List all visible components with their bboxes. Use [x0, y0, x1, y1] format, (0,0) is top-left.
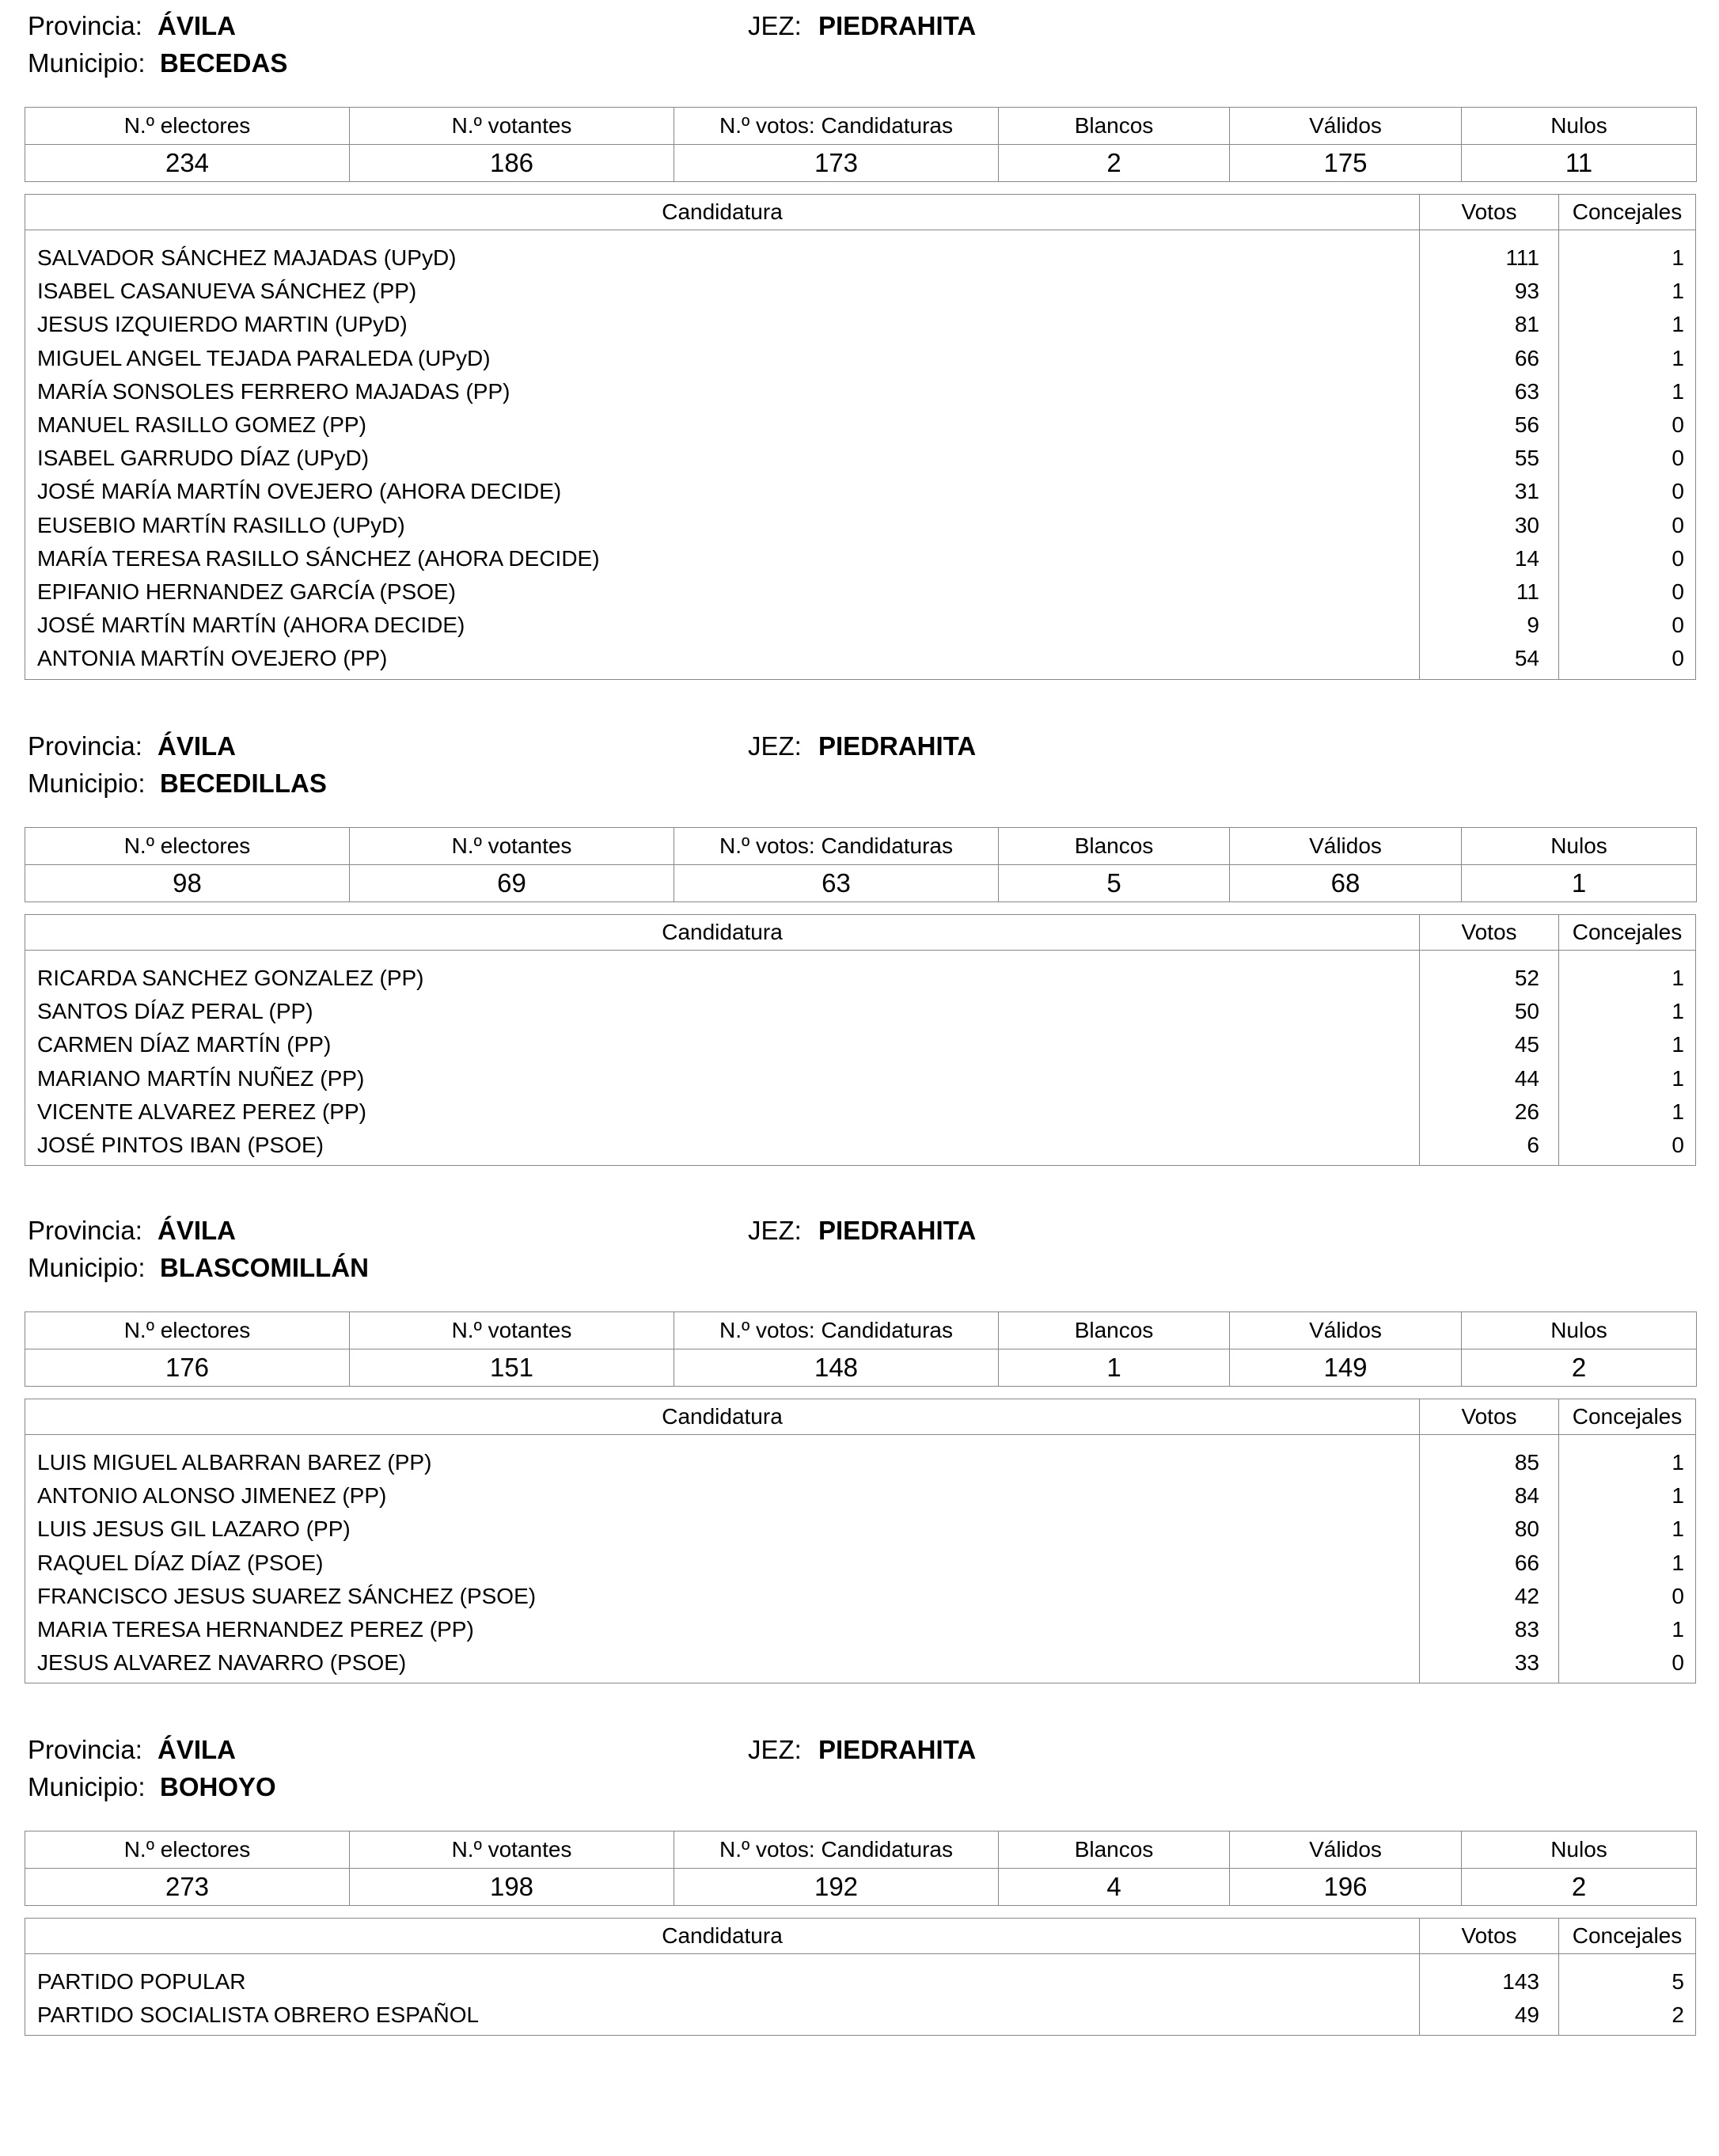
- candidate-concejales: 1: [1672, 378, 1684, 404]
- candidate-votes-column: [1420, 1435, 1559, 1683]
- summary-header-nulos: Nulos: [1462, 108, 1697, 145]
- summary-header-blancos: Blancos: [999, 108, 1230, 145]
- summary-value-votantes: 198: [350, 1869, 674, 1906]
- candidate-concejales: 1: [1672, 1516, 1684, 1542]
- candidate-concejales: 0: [1672, 446, 1684, 471]
- candidate-concejales: 2: [1672, 2002, 1684, 2028]
- summary-value-votos_cand: 173: [674, 145, 999, 182]
- candidate-votes: 50: [1514, 999, 1539, 1024]
- header-votos: Votos: [1420, 1919, 1559, 1953]
- summary-header-electores: N.º electores: [25, 828, 350, 865]
- candidate-concejales: 1: [1672, 966, 1684, 990]
- summary-header-votantes: N.º votantes: [350, 828, 674, 865]
- candidate-name: RAQUEL DÍAZ DÍAZ (PSOE): [37, 1550, 324, 1575]
- provincia-label: Provincia:: [28, 1735, 142, 1764]
- candidates-header: [25, 915, 1695, 951]
- candidates-table: [25, 914, 1696, 1166]
- candidate-concejales: 0: [1672, 579, 1684, 604]
- summary-value-validos: 149: [1230, 1349, 1462, 1387]
- candidate-concejales: 0: [1672, 545, 1684, 571]
- candidate-name: MIGUEL ANGEL TEJADA PARALEDA (UPyD): [37, 345, 491, 370]
- summary-header-validos: Válidos: [1230, 1312, 1462, 1349]
- candidate-name: FRANCISCO JESUS SUAREZ SÁNCHEZ (PSOE): [37, 1583, 537, 1608]
- summary-header-validos: Válidos: [1230, 828, 1462, 865]
- summary-header-electores: N.º electores: [25, 1831, 350, 1869]
- municipio-value: BECEDILLAS: [160, 769, 327, 798]
- provincia-value: ÁVILA: [157, 1735, 236, 1764]
- municipio-label: Municipio:: [28, 769, 146, 798]
- candidate-concejales-column: [1559, 230, 1695, 679]
- candidate-name: MANUEL RASILLO GOMEZ (PP): [37, 412, 366, 437]
- candidate-votes: 56: [1514, 412, 1539, 437]
- candidate-name: MARÍA TERESA RASILLO SÁNCHEZ (AHORA DECIDE): [37, 545, 600, 571]
- candidate-name: VICENTE ALVAREZ PEREZ (PP): [37, 1099, 366, 1124]
- header-votos: Votos: [1420, 915, 1559, 950]
- summary-value-votantes: 186: [350, 145, 674, 182]
- candidate-name: RICARDA SANCHEZ GONZALEZ (PP): [37, 966, 424, 990]
- candidate-name: ISABEL GARRUDO DÍAZ (UPyD): [37, 446, 370, 471]
- candidate-votes: 14: [1514, 545, 1539, 571]
- candidate-votes: 111: [1505, 245, 1539, 270]
- summary-header-blancos: Blancos: [999, 828, 1230, 865]
- jez-label: JEZ:: [748, 1735, 802, 1764]
- header-votos: Votos: [1420, 1399, 1559, 1434]
- municipio-value: BOHOYO: [160, 1772, 276, 1801]
- candidate-votes: 66: [1514, 1550, 1539, 1575]
- summary-value-votos_cand: 148: [674, 1349, 999, 1387]
- candidate-concejales: 1: [1672, 1550, 1684, 1575]
- candidate-votes: 26: [1514, 1099, 1539, 1124]
- candidate-name: ISABEL CASANUEVA SÁNCHEZ (PP): [37, 279, 417, 304]
- candidate-concejales: 1: [1672, 345, 1684, 370]
- candidate-name: LUIS JESUS GIL LAZARO (PP): [37, 1516, 351, 1542]
- candidate-concejales-column: [1559, 1954, 1695, 2035]
- candidates-table: [25, 1399, 1696, 1683]
- candidate-concejales: 1: [1672, 1450, 1684, 1475]
- summary-value-validos: 175: [1230, 145, 1462, 182]
- summary-header-votantes: N.º votantes: [350, 108, 674, 145]
- municipio-label: Municipio:: [28, 1253, 146, 1282]
- summary-header-votos_cand: N.º votos: Candidaturas: [674, 108, 999, 145]
- candidate-votes: 84: [1514, 1483, 1539, 1509]
- candidate-votes: 66: [1514, 345, 1539, 370]
- summary-value-nulos: 11: [1462, 145, 1697, 182]
- candidate-name: JOSÉ MARÍA MARTÍN OVEJERO (AHORA DECIDE): [37, 479, 562, 504]
- candidates-header: [25, 1919, 1695, 1954]
- summary-header-votos_cand: N.º votos: Candidaturas: [674, 1312, 999, 1349]
- summary-table: [25, 827, 1697, 902]
- summary-header-nulos: Nulos: [1462, 1831, 1697, 1869]
- municipio-label: Municipio:: [28, 48, 146, 78]
- candidate-concejales: 5: [1672, 1969, 1684, 1994]
- summary-table: [25, 1311, 1697, 1387]
- candidate-votes: 45: [1514, 1032, 1539, 1057]
- candidate-name: JOSÉ MARTÍN MARTÍN (AHORA DECIDE): [37, 613, 465, 638]
- jez-label: JEZ:: [748, 11, 802, 40]
- candidate-name: MARIA TERESA HERNANDEZ PEREZ (PP): [37, 1616, 474, 1642]
- provincia-label: Provincia:: [28, 1216, 142, 1245]
- candidate-votes: 80: [1514, 1516, 1539, 1542]
- municipio-value: BLASCOMILLÁN: [160, 1253, 369, 1282]
- candidate-votes: 44: [1514, 1065, 1539, 1091]
- candidate-concejales: 1: [1672, 312, 1684, 337]
- candidate-votes: 55: [1514, 446, 1539, 471]
- candidate-concejales: 0: [1672, 1650, 1684, 1676]
- summary-value-nulos: 1: [1462, 865, 1697, 902]
- summary-table: [25, 107, 1697, 182]
- candidate-votes: 143: [1502, 1969, 1539, 1994]
- summary-value-votantes: 151: [350, 1349, 674, 1387]
- candidate-concejales: 1: [1672, 1483, 1684, 1509]
- summary-value-validos: 196: [1230, 1869, 1462, 1906]
- candidate-names-column: [25, 1435, 1420, 1683]
- summary-header-blancos: Blancos: [999, 1831, 1230, 1869]
- summary-value-blancos: 4: [999, 1869, 1230, 1906]
- jez-value: PIEDRAHITA: [818, 11, 977, 40]
- candidate-concejales: 0: [1672, 512, 1684, 537]
- candidate-names-column: [25, 230, 1420, 679]
- candidate-votes: 83: [1514, 1616, 1539, 1642]
- candidate-concejales: 0: [1672, 646, 1684, 671]
- candidate-name: EPIFANIO HERNANDEZ GARCÍA (PSOE): [37, 579, 456, 604]
- summary-header-votantes: N.º votantes: [350, 1831, 674, 1869]
- candidate-names-column: [25, 1954, 1420, 2035]
- summary-value-electores: 234: [25, 145, 350, 182]
- jez-label: JEZ:: [748, 1216, 802, 1245]
- summary-header-votos_cand: N.º votos: Candidaturas: [674, 1831, 999, 1869]
- candidates-table: [25, 1918, 1696, 2036]
- summary-value-validos: 68: [1230, 865, 1462, 902]
- candidate-concejales: 0: [1672, 479, 1684, 504]
- header-candidatura: Candidatura: [25, 915, 1420, 950]
- header-concejales: Concejales: [1572, 920, 1683, 944]
- summary-value-electores: 98: [25, 865, 350, 902]
- header-concejales: Concejales: [1572, 1404, 1683, 1429]
- candidates-header: [25, 195, 1695, 230]
- candidate-votes: 49: [1514, 2002, 1539, 2028]
- header-concejales: Concejales: [1572, 199, 1683, 224]
- summary-header-validos: Válidos: [1230, 108, 1462, 145]
- summary-header-blancos: Blancos: [999, 1312, 1230, 1349]
- header-votos: Votos: [1420, 195, 1559, 230]
- candidate-name: ANTONIA MARTÍN OVEJERO (PP): [37, 646, 388, 671]
- candidate-name: PARTIDO SOCIALISTA OBRERO ESPAÑOL: [37, 2002, 480, 2028]
- summary-table: [25, 1831, 1697, 1906]
- candidate-votes: 52: [1514, 966, 1539, 990]
- candidate-name: SALVADOR SÁNCHEZ MAJADAS (UPyD): [37, 245, 457, 270]
- municipio-value: BECEDAS: [160, 48, 288, 78]
- candidate-votes-column: [1420, 1954, 1559, 2035]
- candidate-name: CARMEN DÍAZ MARTÍN (PP): [37, 1032, 332, 1057]
- candidate-concejales: 0: [1672, 613, 1684, 638]
- jez-value: PIEDRAHITA: [818, 1216, 977, 1245]
- candidate-votes-column: [1420, 951, 1559, 1165]
- candidate-votes: 93: [1514, 279, 1539, 304]
- candidate-name: SANTOS DÍAZ PERAL (PP): [37, 999, 313, 1024]
- candidate-name: MARÍA SONSOLES FERRERO MAJADAS (PP): [37, 378, 510, 404]
- provincia-value: ÁVILA: [157, 11, 236, 40]
- summary-header-electores: N.º electores: [25, 1312, 350, 1349]
- summary-header-nulos: Nulos: [1462, 828, 1697, 865]
- candidate-votes: 6: [1527, 1132, 1539, 1157]
- summary-value-blancos: 2: [999, 145, 1230, 182]
- candidate-name: EUSEBIO MARTÍN RASILLO (UPyD): [37, 512, 405, 537]
- jez-value: PIEDRAHITA: [818, 731, 977, 761]
- summary-value-votos_cand: 63: [674, 865, 999, 902]
- candidate-concejales: 1: [1672, 1065, 1684, 1091]
- summary-value-blancos: 1: [999, 1349, 1230, 1387]
- candidate-name: LUIS MIGUEL ALBARRAN BAREZ (PP): [37, 1450, 432, 1475]
- candidate-concejales: 0: [1672, 1132, 1684, 1157]
- summary-header-electores: N.º electores: [25, 108, 350, 145]
- provincia-label: Provincia:: [28, 731, 142, 761]
- candidate-concejales: 1: [1672, 279, 1684, 304]
- candidate-votes: 81: [1514, 312, 1539, 337]
- summary-header-votos_cand: N.º votos: Candidaturas: [674, 828, 999, 865]
- jez-label: JEZ:: [748, 731, 802, 761]
- summary-value-electores: 273: [25, 1869, 350, 1906]
- candidates-table: [25, 194, 1696, 680]
- candidate-votes: 85: [1514, 1450, 1539, 1475]
- summary-header-validos: Válidos: [1230, 1831, 1462, 1869]
- candidate-name: JOSÉ PINTOS IBAN (PSOE): [37, 1132, 324, 1157]
- candidate-concejales-column: [1559, 1435, 1695, 1683]
- candidate-votes-column: [1420, 230, 1559, 679]
- candidates-header: [25, 1399, 1695, 1435]
- summary-header-votantes: N.º votantes: [350, 1312, 674, 1349]
- summary-value-nulos: 2: [1462, 1869, 1697, 1906]
- summary-header-nulos: Nulos: [1462, 1312, 1697, 1349]
- provincia-label: Provincia:: [28, 11, 142, 40]
- candidate-name: ANTONIO ALONSO JIMENEZ (PP): [37, 1483, 387, 1509]
- candidate-concejales-column: [1559, 951, 1695, 1165]
- candidate-votes: 9: [1527, 613, 1539, 638]
- summary-value-blancos: 5: [999, 865, 1230, 902]
- candidate-votes: 33: [1514, 1650, 1539, 1676]
- header-candidatura: Candidatura: [25, 1399, 1420, 1434]
- summary-value-votantes: 69: [350, 865, 674, 902]
- summary-value-votos_cand: 192: [674, 1869, 999, 1906]
- candidate-concejales: 1: [1672, 1616, 1684, 1642]
- candidate-name: MARIANO MARTÍN NUÑEZ (PP): [37, 1065, 365, 1091]
- candidate-concejales: 1: [1672, 1032, 1684, 1057]
- header-candidatura: Candidatura: [25, 1919, 1420, 1953]
- candidate-concejales: 1: [1672, 245, 1684, 270]
- candidate-name: JESUS ALVAREZ NAVARRO (PSOE): [37, 1650, 407, 1676]
- candidate-concejales: 0: [1672, 1583, 1684, 1608]
- jez-value: PIEDRAHITA: [818, 1735, 977, 1764]
- summary-value-electores: 176: [25, 1349, 350, 1387]
- header-concejales: Concejales: [1572, 1923, 1683, 1948]
- municipio-label: Municipio:: [28, 1772, 146, 1801]
- candidate-name: JESUS IZQUIERDO MARTIN (UPyD): [37, 312, 408, 337]
- candidate-votes: 30: [1514, 512, 1539, 537]
- candidate-names-column: [25, 951, 1420, 1165]
- candidate-name: PARTIDO POPULAR: [37, 1969, 246, 1994]
- provincia-value: ÁVILA: [157, 731, 236, 761]
- candidate-concejales: 1: [1672, 999, 1684, 1024]
- summary-value-nulos: 2: [1462, 1349, 1697, 1387]
- candidate-concejales: 1: [1672, 1099, 1684, 1124]
- candidate-votes: 31: [1514, 479, 1539, 504]
- candidate-votes: 54: [1514, 646, 1539, 671]
- header-candidatura: Candidatura: [25, 195, 1420, 230]
- provincia-value: ÁVILA: [157, 1216, 236, 1245]
- candidate-votes: 11: [1516, 579, 1539, 604]
- candidate-votes: 63: [1514, 378, 1539, 404]
- candidate-concejales: 0: [1672, 412, 1684, 437]
- candidate-votes: 42: [1514, 1583, 1539, 1608]
